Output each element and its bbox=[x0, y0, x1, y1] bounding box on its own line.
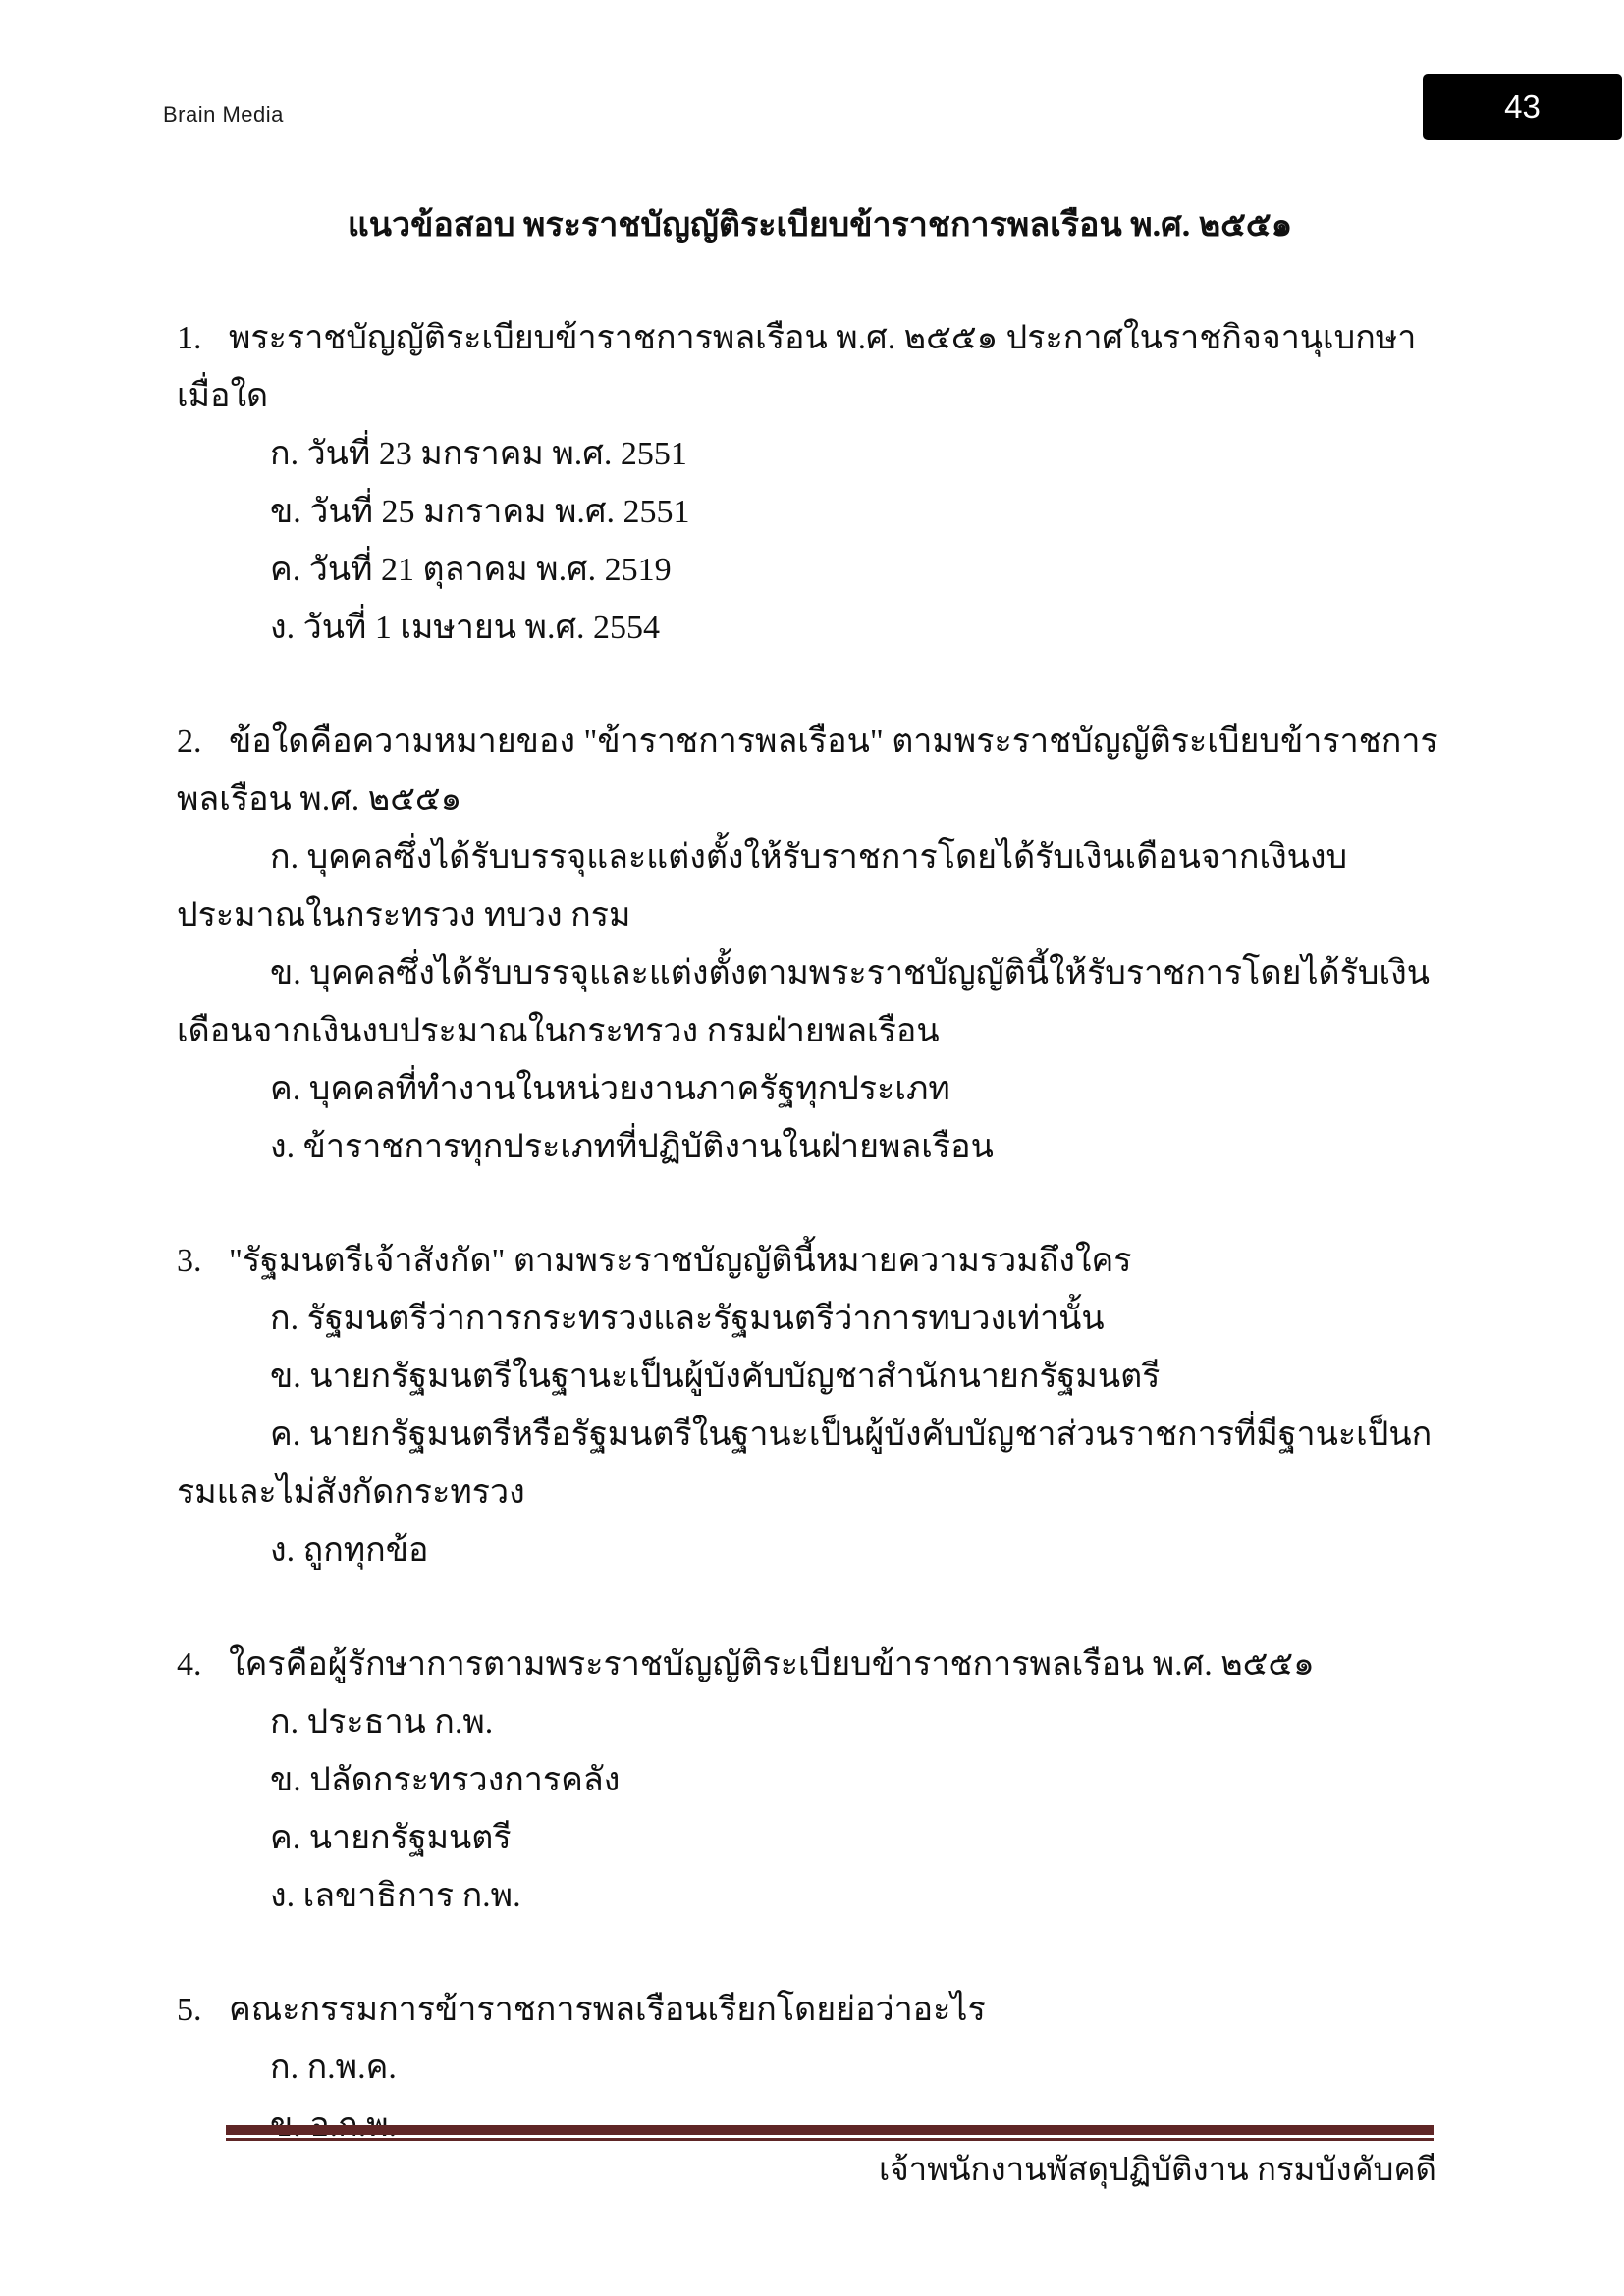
question-text bbox=[177, 1981, 1463, 2039]
page-number: 43 bbox=[1504, 88, 1541, 125]
question-number: 3. bbox=[177, 1243, 202, 1279]
choice-item: ง. เลขาธิการ ก.พ. bbox=[270, 1878, 521, 1914]
question-body: ข้อใดคือความหมายของ "ข้าราชการพลเรือน" ตามพระราชบัญญัติระเบียบข้าราชการพลเรือน พ.ศ. ๒๕๕๑ bbox=[177, 723, 1438, 818]
choice-item: ค. นายกรัฐมนตรี bbox=[270, 1820, 512, 1856]
question-text bbox=[177, 1232, 1463, 1290]
choice-item: ข. นายกรัฐมนตรีในฐานะเป็นผู้บังคับบัญชาสำนักนายกรัฐมนตรี bbox=[270, 1359, 1161, 1395]
choice-item: ข. ปลัดกระทรวงการคลัง bbox=[270, 1762, 621, 1798]
question-4 bbox=[177, 1635, 1463, 1925]
question-number: 1. bbox=[177, 320, 202, 356]
choice-item: ค. บุคคลที่ทำงานในหน่วยงานภาครัฐทุกประเภท bbox=[270, 1071, 950, 1107]
footer-rule-thin bbox=[226, 2138, 1434, 2141]
question-text bbox=[177, 1635, 1463, 1693]
choice-item: ง. ข้าราชการทุกประเภทที่ปฏิบัติงานในฝ่ายพลเรือน bbox=[270, 1129, 994, 1165]
choice-item: ก. รัฐมนตรีว่าการกระทรวงและรัฐมนตรีว่าการทบวงเท่านั้น bbox=[270, 1301, 1105, 1337]
choice-item: ก. ก.พ.ค. bbox=[270, 2050, 397, 2086]
footer-label: เจ้าพนักงานพัสดุปฏิบัติงาน กรมบังคับคดี bbox=[879, 2153, 1436, 2188]
question-1 bbox=[177, 309, 1463, 657]
choice-item: ก. วันที่ 23 มกราคม พ.ศ. 2551 bbox=[270, 436, 687, 472]
footer-rule-thick bbox=[226, 2125, 1434, 2135]
question-number: 4. bbox=[177, 1646, 202, 1682]
question-2 bbox=[177, 713, 1463, 1176]
question-body: คณะกรรมการข้าราชการพลเรือนเรียกโดยย่อว่าอะไร bbox=[229, 1992, 986, 2028]
question-3 bbox=[177, 1232, 1463, 1579]
choice-item: ก. บุคคลซึ่งได้รับบรรจุและแต่งตั้งให้รับราชการโดยได้รับเงินเดือนจากเงินงบประมาณในกระทรวง ทบวง กรม bbox=[177, 839, 1348, 934]
choice-item: ง. ถูกทุกข้อ bbox=[270, 1532, 429, 1569]
choice-item: ข. วันที่ 25 มกราคม พ.ศ. 2551 bbox=[270, 494, 690, 530]
question-number: 5. bbox=[177, 1992, 202, 2028]
choice-item: ข. บุคคลซึ่งได้รับบรรจุและแต่งตั้งตามพระราชบัญญัตินี้ให้รับราชการโดยได้รับเงินเดือนจากเงินงบประมาณในกระทรวง กรมฝ่ายพลเรือน bbox=[177, 955, 1430, 1049]
question-body: พระราชบัญญัติระเบียบข้าราชการพลเรือน พ.ศ. ๒๕๕๑ ประกาศในราชกิจจานุเบกษาเมื่อใด bbox=[177, 320, 1417, 414]
question-text bbox=[177, 309, 1463, 425]
page-title: แนวข้อสอบ พระราชบัญญัติระเบียบข้าราชการพลเรือน พ.ศ. ๒๕๕๑ bbox=[347, 207, 1293, 243]
choice-item: ง. วันที่ 1 เมษายน พ.ศ. 2554 bbox=[270, 610, 661, 646]
question-number: 2. bbox=[177, 723, 202, 760]
question-body: "รัฐมนตรีเจ้าสังกัด" ตามพระราชบัญญัตินี้หมายความรวมถึงใคร bbox=[229, 1243, 1132, 1279]
choice-item: ก. ประธาน ก.พ. bbox=[270, 1704, 494, 1740]
question-body: ใครคือผู้รักษาการตามพระราชบัญญัติระเบียบข้าราชการพลเรือน พ.ศ. ๒๕๕๑ bbox=[229, 1646, 1315, 1682]
choice-item: ค. นายกรัฐมนตรีหรือรัฐมนตรีในฐานะเป็นผู้บังคับบัญชาส่วนราชการที่มีฐานะเป็นกรมและไม่สังกัดกระทรวง bbox=[177, 1416, 1433, 1511]
footer-rule bbox=[226, 2125, 1434, 2141]
header-brand: Brain Media bbox=[163, 102, 284, 127]
question-text bbox=[177, 713, 1463, 828]
page-number-badge bbox=[1423, 74, 1622, 140]
document-body bbox=[177, 196, 1463, 2211]
choice-item: ค. วันที่ 21 ตุลาคม พ.ศ. 2519 bbox=[270, 552, 672, 588]
